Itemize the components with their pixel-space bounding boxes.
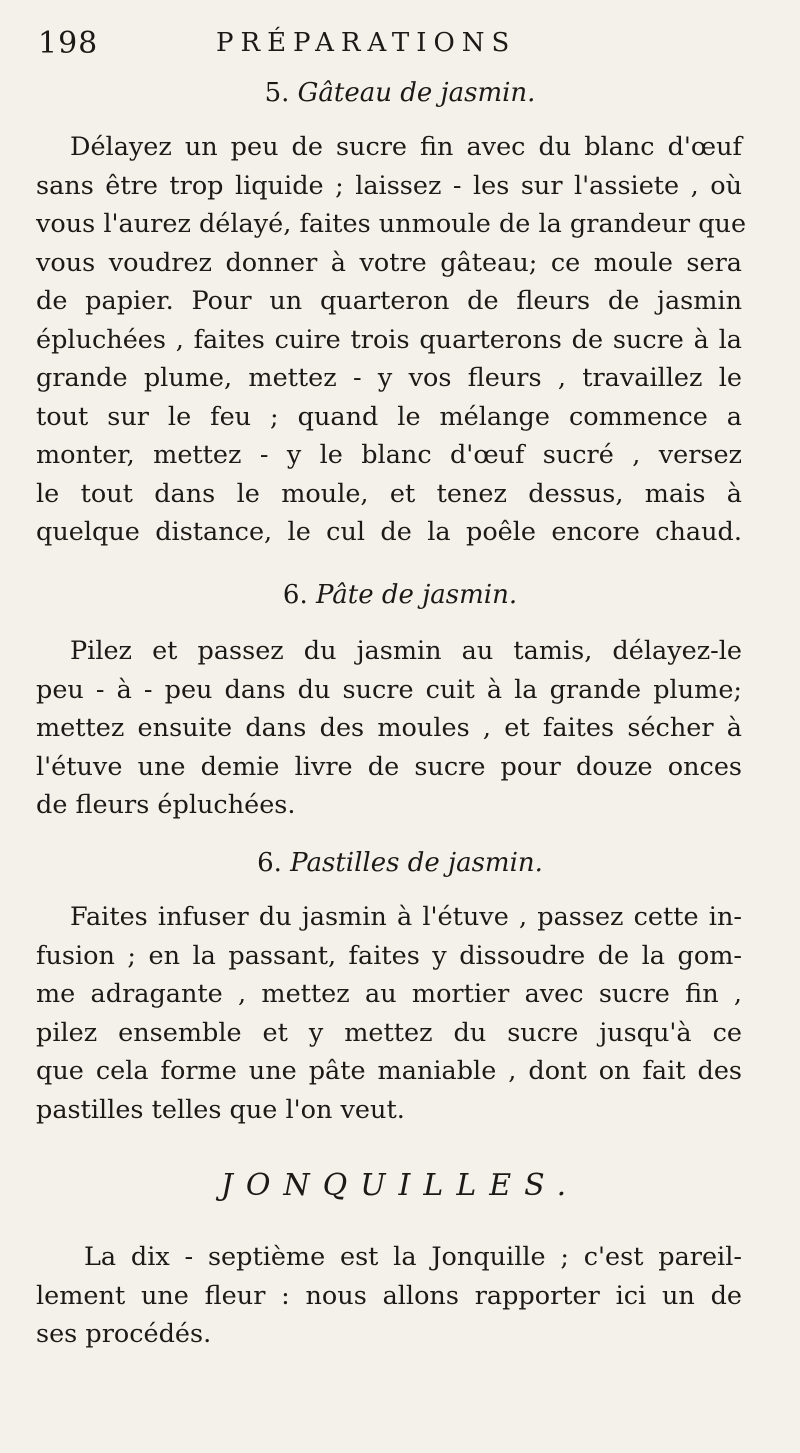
section-number: 5.	[264, 78, 290, 108]
text-line: Délayez un peu de sucre fin avec du blanc d'œuf	[70, 132, 742, 162]
text-line: lement une fleur : nous allons rapporter ici un de	[36, 1280, 742, 1311]
text-line: vous l'aurez délayé, faites unmoule de la grandeur que	[36, 209, 747, 239]
page-number: 198	[38, 26, 99, 61]
text-line: que cela forme une pâte maniable , dont on fait des	[36, 1056, 742, 1086]
text-line: pilez ensemble et y mettez du sucre jusqu'à ce	[36, 1017, 742, 1048]
paragraph-pastilles	[36, 898, 742, 1129]
text-line: peu - à - peu dans du sucre cuit à la grande plume;	[36, 674, 742, 705]
text-line: de papier. Pour un quarteron de fleurs de jasmin	[36, 286, 742, 316]
text-line: grande plume, mettez - y vos fleurs , travaillez le	[36, 363, 742, 393]
text-line: épluchées , faites cuire trois quarterons de sucre à la	[36, 324, 742, 355]
text-line: pastilles telles que l'on veut.	[36, 1094, 405, 1125]
section-heading-gateau	[0, 78, 800, 108]
section-number: 6.	[282, 580, 308, 610]
text-line: de fleurs épluchées.	[36, 790, 296, 820]
section-title: Pâte de jasmin.	[315, 580, 518, 610]
section-title-jonquilles: JONQUILLES.	[220, 1168, 580, 1203]
text-line: me adragante , mettez au mortier avec sucre fin ,	[36, 979, 742, 1009]
running-title: PRÉPARATIONS	[216, 28, 517, 58]
text-line: sans être trop liquide ; laissez - les sur l'assiete , où	[36, 170, 742, 201]
running-head	[38, 26, 760, 66]
paragraph-gateau	[36, 128, 747, 552]
paragraph-pate	[36, 632, 742, 825]
text-line: fusion ; en la passant, faites y dissoudre de la gom-	[36, 940, 742, 971]
text-line: Faites infuser du jasmin à l'étuve , passez cette in-	[70, 902, 742, 932]
section-heading-pastilles	[0, 848, 800, 878]
text-line: mettez ensuite dans des moules , et faites sécher à	[36, 713, 742, 743]
text-line: l'étuve une demie livre de sucre pour douze onces	[36, 751, 742, 782]
text-line: le tout dans le moule, et tenez dessus, mais à	[36, 478, 742, 509]
text-line: ses procédés.	[36, 1319, 212, 1349]
text-line: La dix - septième est la Jonquille ; c'est pareil-	[84, 1242, 742, 1272]
text-line: tout sur le feu ; quand le mélange commence a	[36, 401, 742, 432]
text-line: Pilez et passez du jasmin au tamis, délayez-le	[70, 636, 742, 666]
text-line: quelque distance, le cul de la poêle encore chaud.	[36, 517, 742, 547]
section-heading-pate	[0, 580, 800, 610]
paragraph-jonquilles	[36, 1238, 742, 1354]
section-title: Gâteau de jasmin.	[297, 78, 536, 108]
section-title: Pastilles de jasmin.	[290, 848, 543, 878]
section-number: 6.	[257, 848, 282, 878]
text-line: monter, mettez - y le blanc d'œuf sucré , versez	[36, 440, 742, 470]
text-line: vous voudrez donner à votre gâteau; ce moule sera	[36, 247, 742, 278]
